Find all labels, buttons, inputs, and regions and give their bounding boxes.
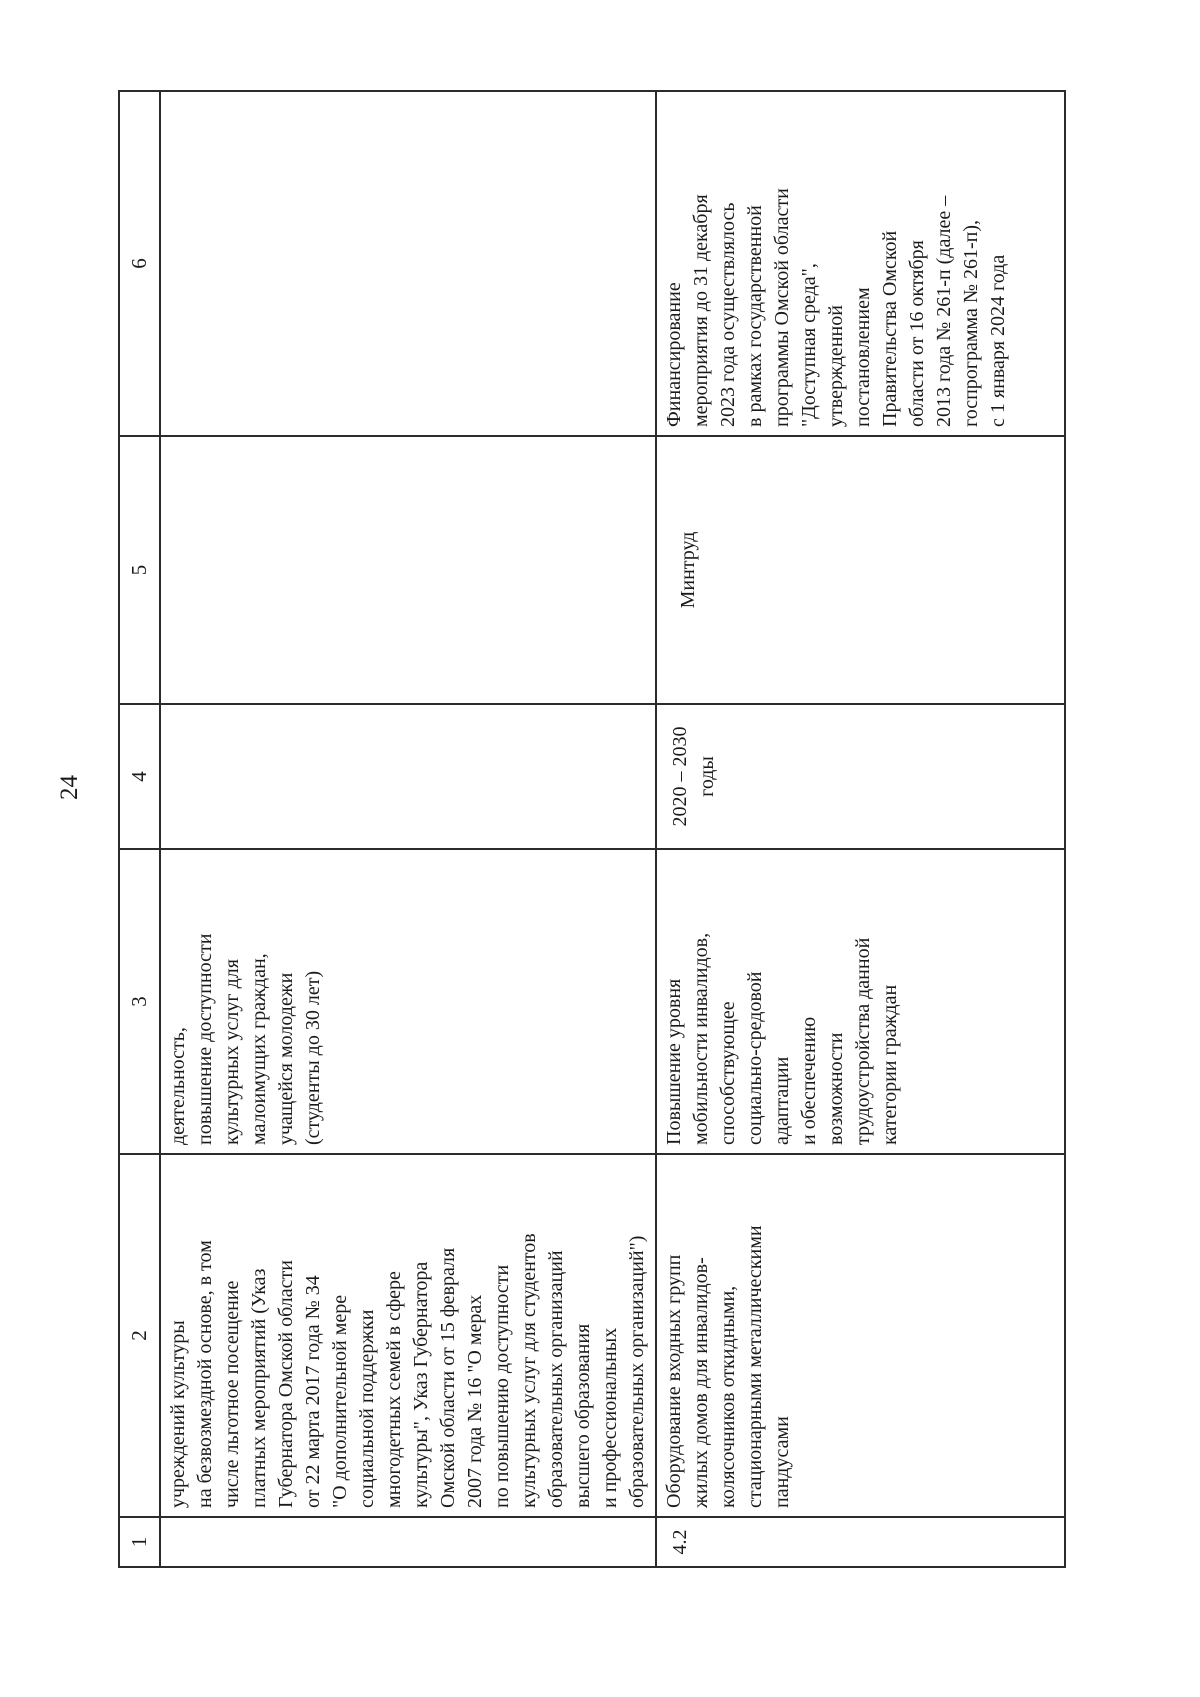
rotated-table-container bbox=[118, 92, 1066, 1568]
text-line: жилых домов для инвалидов- bbox=[690, 1257, 712, 1508]
col-header-3: 3 bbox=[119, 849, 160, 1154]
text-line: адаптации bbox=[771, 1056, 793, 1145]
text-line: с 1 января 2024 года bbox=[987, 254, 1009, 427]
header-row bbox=[119, 91, 160, 1567]
text-line: возможности bbox=[825, 1032, 847, 1145]
text-line: 2013 года № 261-п (далее – bbox=[933, 195, 955, 427]
text-line: высшего образования bbox=[572, 1323, 594, 1508]
text-line: Губернатора Омской области bbox=[275, 1260, 297, 1508]
measures-table bbox=[118, 90, 1066, 1568]
text-line: трудоустройства данной bbox=[852, 937, 874, 1145]
text-line: культурных услуг для студентов bbox=[518, 1233, 540, 1508]
period-cell bbox=[160, 704, 656, 849]
text-line: постановлением bbox=[852, 287, 874, 427]
text-line: стационарными металлическими bbox=[744, 1225, 766, 1508]
text-line: социальной поддержки bbox=[356, 1309, 378, 1508]
action-cell bbox=[656, 1154, 1065, 1517]
text-line: программы Омской области bbox=[771, 188, 793, 427]
text-line: пандусами bbox=[771, 1416, 793, 1508]
text-line: утвержденной bbox=[825, 305, 847, 427]
action-cell bbox=[160, 1154, 656, 1517]
executor-cell: Минтруд bbox=[656, 436, 1065, 704]
table-row bbox=[656, 91, 1065, 1567]
text-line: числе льготное посещение bbox=[221, 1280, 243, 1508]
text-line: многодетных семей в сфере bbox=[383, 1271, 405, 1508]
col-header-5: 5 bbox=[119, 436, 160, 704]
text-line: госпрограмма № 261-п), bbox=[960, 219, 982, 427]
financing-cell bbox=[160, 91, 656, 436]
col-header-4: 4 bbox=[119, 704, 160, 849]
text-line: учащейся молодежи bbox=[275, 972, 297, 1145]
financing-cell bbox=[656, 91, 1065, 436]
text-line: (студенты до 30 лет) bbox=[302, 970, 324, 1145]
col-header-2: 2 bbox=[119, 1154, 160, 1517]
text-line: и обеспечению bbox=[798, 1016, 820, 1145]
page-number: 24 bbox=[56, 775, 83, 800]
text-line: на безвозмездной основе, в том bbox=[194, 1240, 216, 1508]
text-line: повышение доступности bbox=[194, 933, 216, 1145]
row-number: 4.2 bbox=[656, 1517, 1065, 1567]
text-line: деятельность, bbox=[167, 1027, 189, 1145]
text-line: колясочников откидными, bbox=[717, 1285, 739, 1508]
text-line: мероприятия до 31 декабря bbox=[690, 194, 712, 427]
text-line: малоимущих граждан, bbox=[248, 953, 270, 1145]
text-line: годы bbox=[696, 756, 718, 797]
text-line: Повышение уровня bbox=[663, 978, 685, 1145]
period-cell bbox=[656, 704, 1065, 849]
text-line: "Доступная среда", bbox=[798, 263, 820, 427]
col-header-1: 1 bbox=[119, 1517, 160, 1567]
text-line: платных мероприятий (Указ bbox=[248, 1268, 270, 1508]
text-line: категории граждан bbox=[879, 984, 901, 1145]
text-line: 2007 года № 16 "О мерах bbox=[464, 1294, 486, 1508]
text-line: образовательных организаций bbox=[545, 1250, 567, 1508]
text-line: культурных услуг для bbox=[221, 959, 243, 1145]
text-line: учреждений культуры bbox=[167, 1320, 189, 1508]
text-line: в рамках государственной bbox=[744, 205, 766, 427]
text-line: Финансирование bbox=[663, 282, 685, 427]
text-line: области от 16 октября bbox=[906, 240, 928, 427]
text-line: 2023 года осуществлялось bbox=[717, 202, 739, 427]
text-line: по повышению доступности bbox=[491, 1264, 513, 1508]
row-number bbox=[160, 1517, 656, 1567]
text-line: социально-средовой bbox=[744, 971, 766, 1145]
result-cell bbox=[656, 849, 1065, 1154]
text-line: и профессиональных bbox=[599, 1327, 621, 1508]
text-line: Оборудование входных групп bbox=[663, 1254, 685, 1508]
text-line: Правительства Омской bbox=[879, 230, 901, 427]
text-line: мобильности инвалидов, bbox=[690, 932, 712, 1145]
table-row bbox=[160, 91, 656, 1567]
executor-cell bbox=[160, 436, 656, 704]
text-line: способствующее bbox=[717, 1001, 739, 1145]
text-line: культуры", Указ Губернатора bbox=[410, 1261, 432, 1508]
text-line: 2020 – 2030 bbox=[669, 726, 691, 827]
result-cell bbox=[160, 849, 656, 1154]
text-line: от 22 марта 2017 года № 34 bbox=[302, 1275, 324, 1508]
col-header-6: 6 bbox=[119, 91, 160, 436]
text-line: Омской области от 15 февраля bbox=[437, 1247, 459, 1508]
text-line: "О дополнительной мере bbox=[329, 1294, 351, 1508]
text-line: образовательных организаций") bbox=[626, 1235, 648, 1508]
